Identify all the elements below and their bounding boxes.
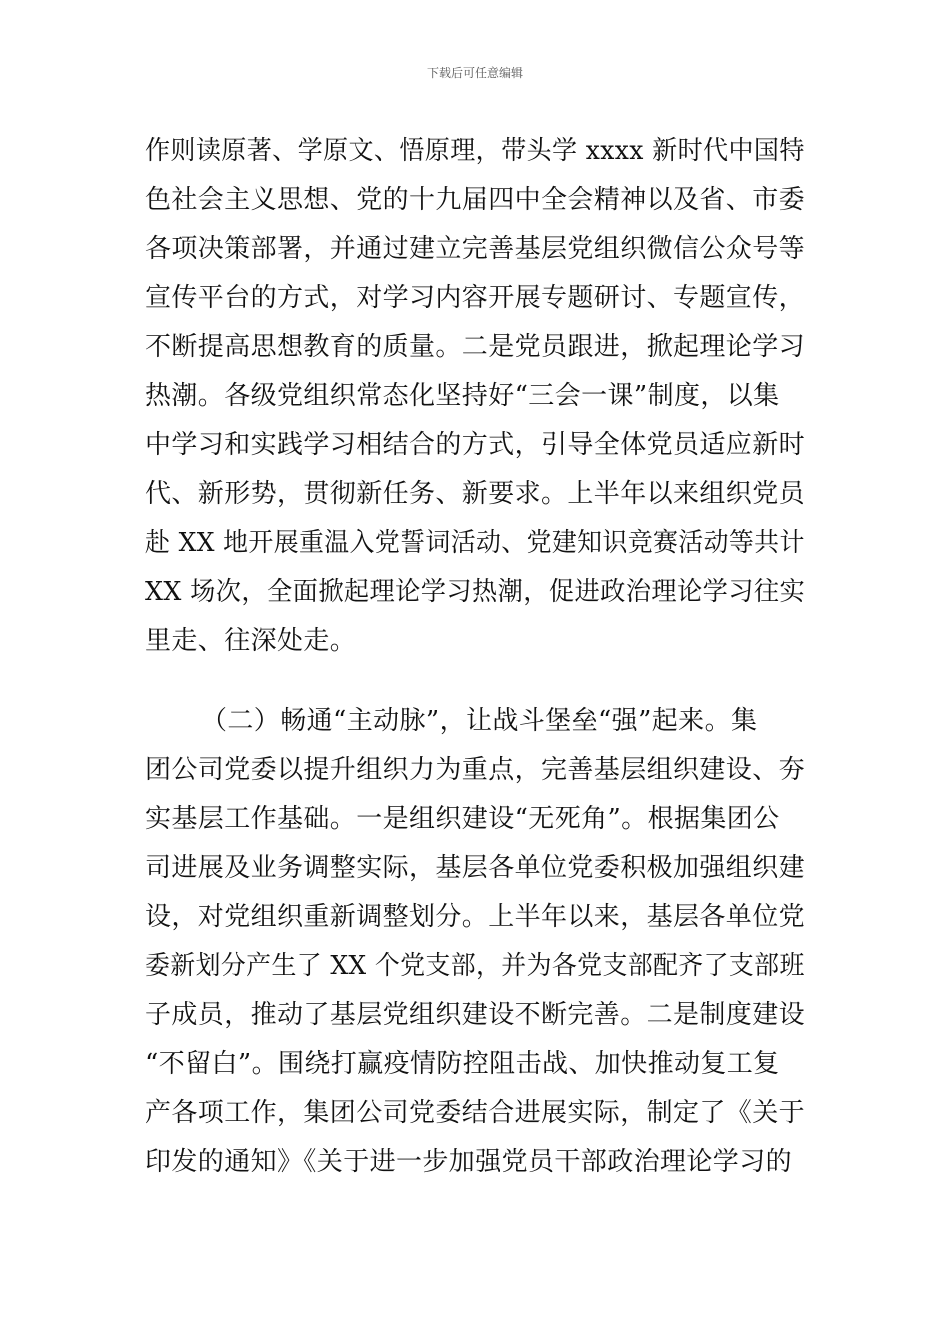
text-line: XX 场次，全面掀起理论学习热潮，促进政治理论学习往实 (145, 577, 806, 607)
text-line: 印发的通知》《关于进一步加强党员干部政治理论学习的 (145, 1147, 793, 1177)
text-line: 设，对党组织重新调整划分。上半年以来，基层各单位党 (145, 902, 806, 932)
text-line: 子成员，推动了基层党组织建设不断完善。二是制度建设 (145, 1000, 806, 1030)
text-line: 各项决策部署，并通过建立完善基层党组织微信公众号等 (145, 234, 806, 264)
text-line: 宣传平台的方式，对学习内容开展专题研讨、专题宣传， (145, 283, 806, 313)
text-line: 中学习和实践学习相结合的方式，引导全体党员适应新时 (145, 430, 806, 460)
text-line: 色社会主义思想、党的十九届四中全会精神以及省、市委 (145, 185, 806, 215)
text-line: “不留白”。围绕打赢疫情防控阻击战、加快推动复工复 (145, 1049, 780, 1079)
text-line: 产各项工作，集团公司党委结合进展实际，制定了《关于 (145, 1098, 806, 1128)
text-line: 作则读原著、学原文、悟原理，带头学 xxxx 新时代中国特 (145, 136, 805, 166)
text-line: 司进展及业务调整实际，基层各单位党委积极加强组织建 (145, 853, 806, 883)
text-line: 热潮。各级党组织常态化坚持好“三会一课”制度，以集 (145, 381, 780, 411)
text-line: 代、新形势，贯彻新任务、新要求。上半年以来组织党员 (145, 479, 806, 509)
section-heading-line: （二）畅通“主动脉”，让战斗堡垒“强”起来。集 (201, 706, 758, 736)
text-line: 里走、往深处走。 (145, 626, 357, 656)
text-line: 不断提高思想教育的质量。二是党员跟进，掀起理论学习 (145, 332, 806, 362)
page-header: 下载后可任意编辑 (426, 66, 523, 80)
text-line: 团公司党委以提升组织力为重点，完善基层组织建设、夯 (145, 755, 806, 785)
text-line: 委新划分产生了 XX 个党支部，并为各党支部配齐了支部班 (145, 951, 805, 981)
text-line: 赴 XX 地开展重温入党誓词活动、党建知识竞赛活动等共计 (145, 528, 805, 558)
text-line: 实基层工作基础。一是组织建设“无死角”。根据集团公 (145, 804, 780, 834)
